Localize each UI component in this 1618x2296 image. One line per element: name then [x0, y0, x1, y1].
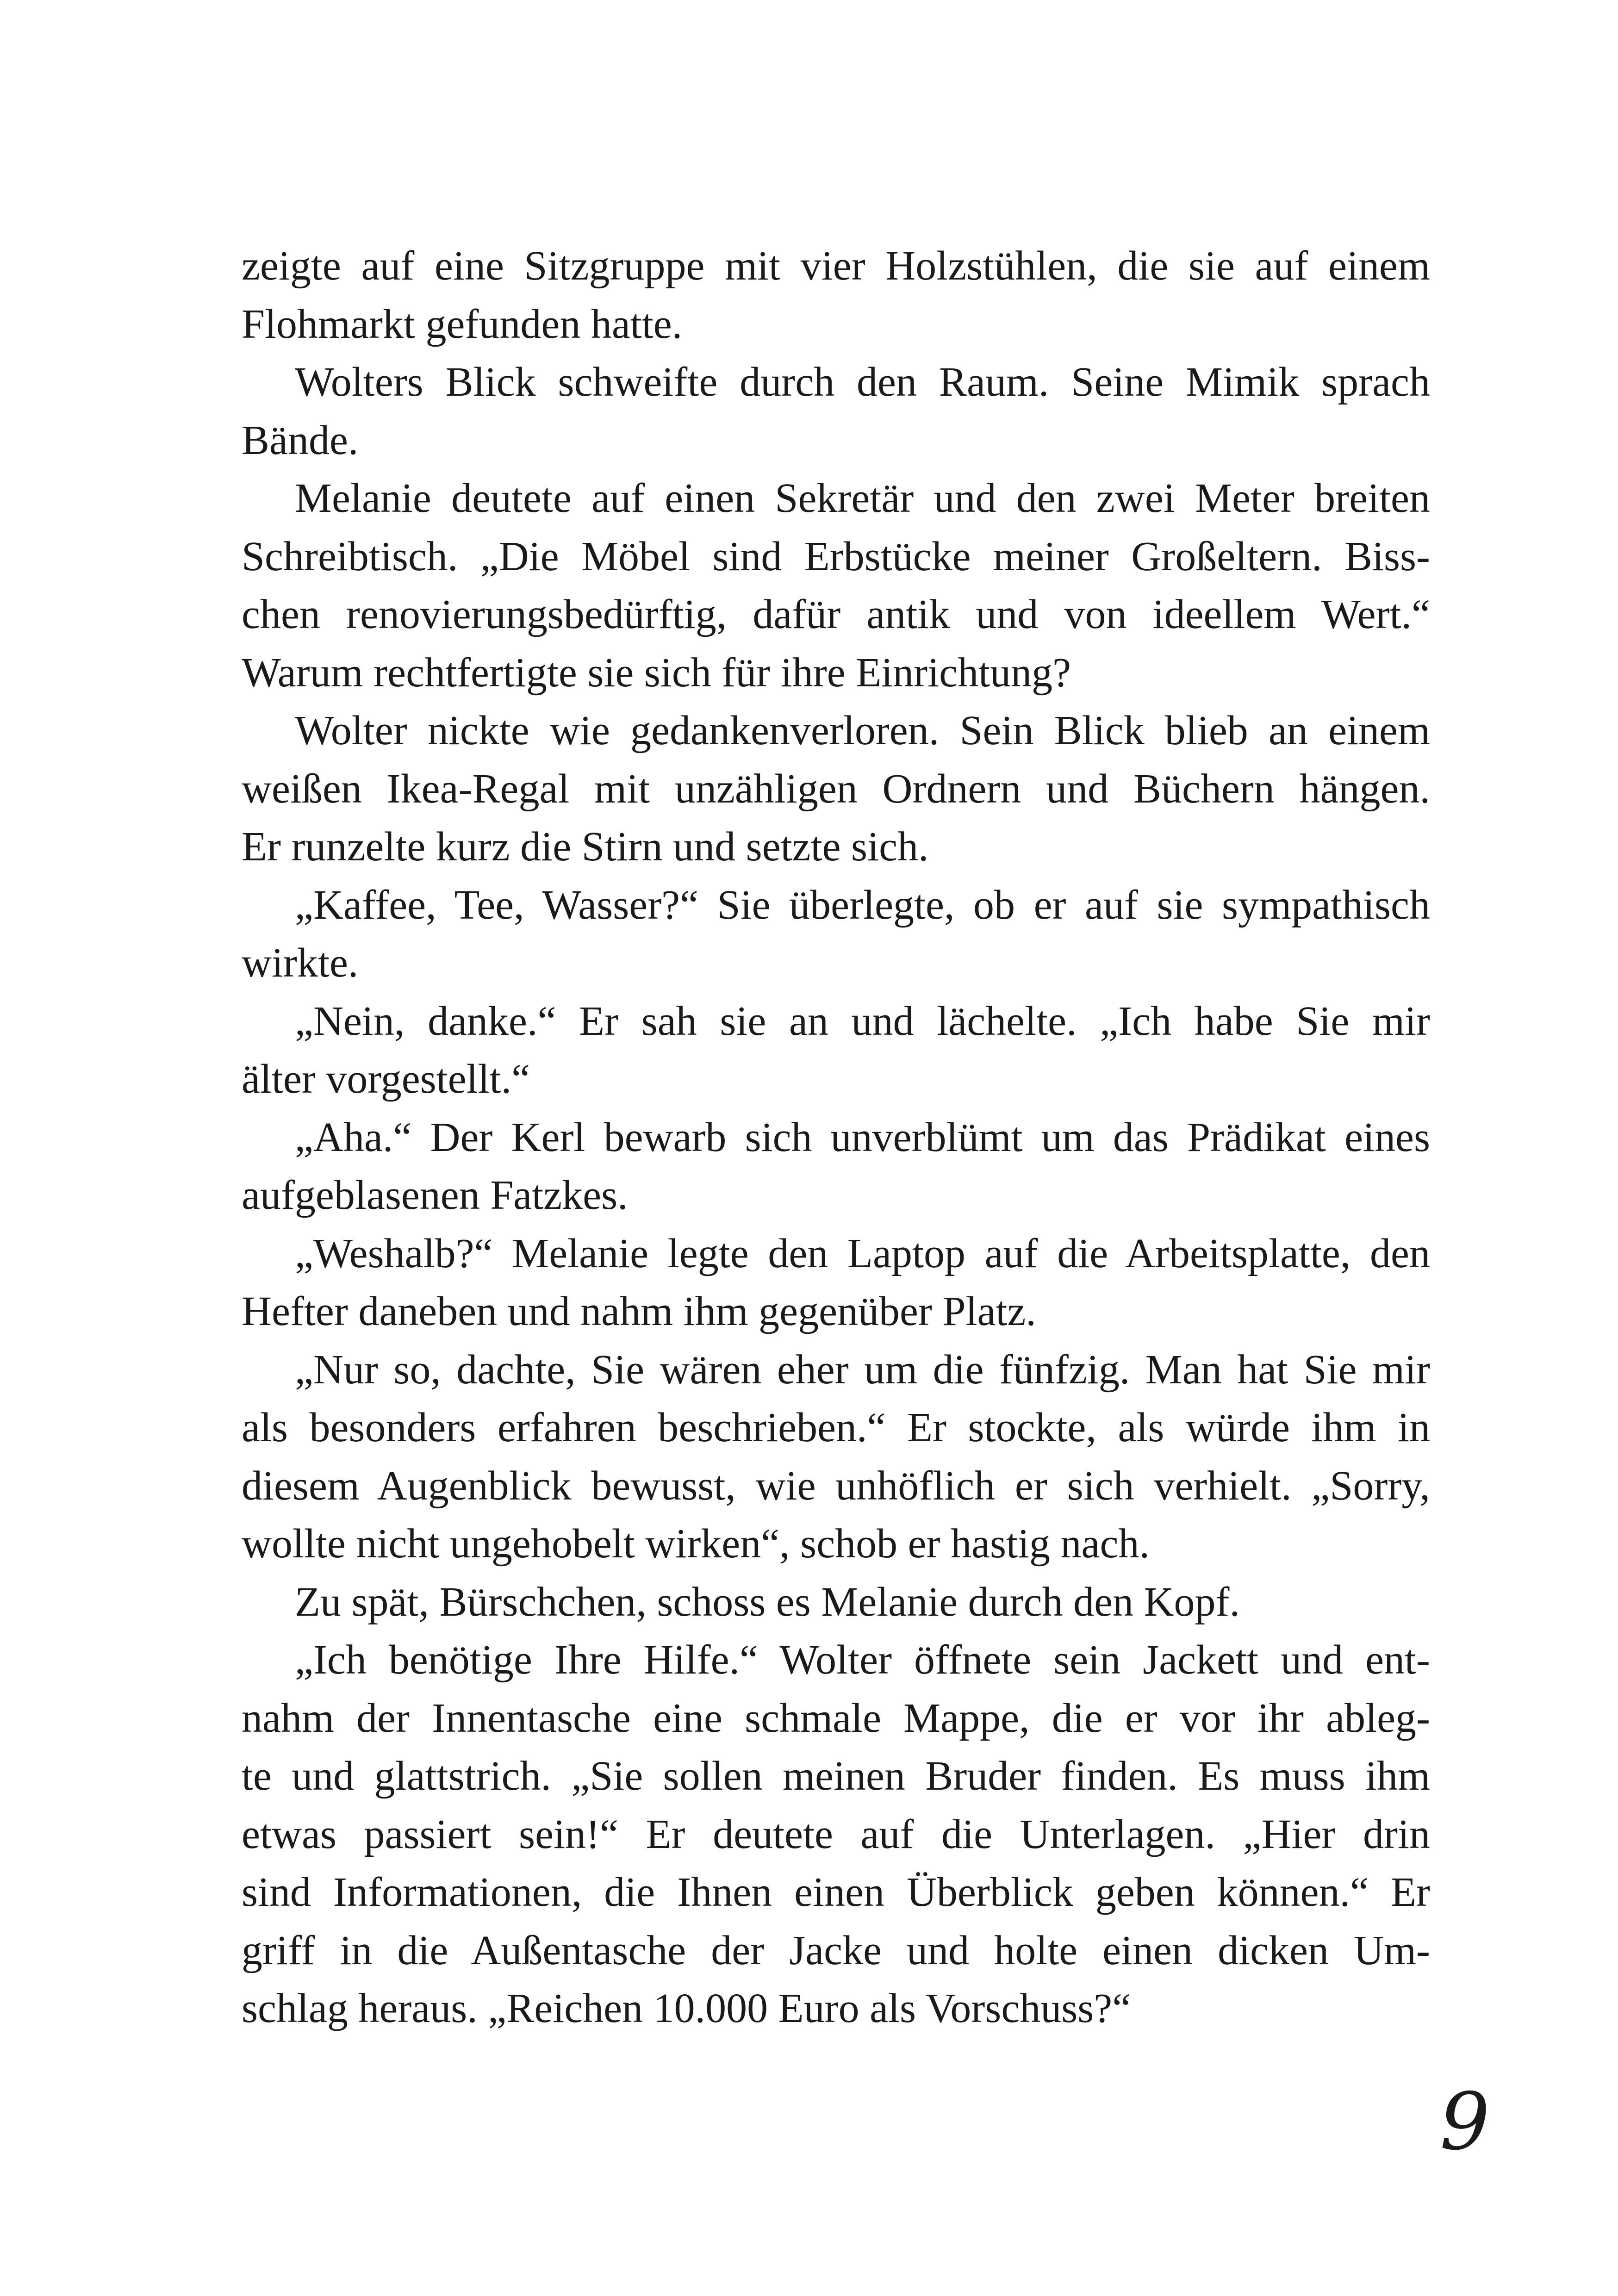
text-line: zeigte auf eine Sitzgruppe mit vier Holzstühlen, die sie auf einem [242, 243, 1430, 289]
text-line: te und glattstrich. „Sie sollen meinen Bruder finden. Es muss ihm [242, 1753, 1430, 1799]
text-line: Bände. [242, 417, 359, 463]
text-line: weißen Ikea-Regal mit unzähligen Ordnern und Büchern hängen. [242, 765, 1430, 812]
text-line: Warum rechtfertigte sie sich für ihre Einrichtung? [242, 649, 1071, 696]
text-line: wirkte. [242, 940, 359, 986]
text-line: Wolter nickte wie gedankenverloren. Sein Blick blieb an einem [295, 708, 1430, 753]
body-text [242, 237, 1430, 2038]
text-line: Zu spät, Bürschchen, schoss es Melanie durch den Kopf. [295, 1579, 1240, 1625]
text-line: „Weshalb?“ Melanie legte den Laptop auf die Arbeitsplatte, den [295, 1230, 1430, 1276]
text-line: Schreibtisch. „Die Möbel sind Erbstücke meiner Großeltern. Biss- [242, 533, 1430, 579]
text-line: „Kaffee, Tee, Wasser?“ Sie überlegte, ob er auf sie sympathisch [295, 882, 1430, 928]
text-line: Melanie deutete auf einen Sekretär und den zwei Meter breiten [295, 475, 1430, 521]
text-line: chen renovierungsbedürftig, dafür antik und von ideellem Wert.“ [242, 591, 1430, 637]
text-line: „Ich benötige Ihre Hilfe.“ Wolter öffnete sein Jackett und ent- [295, 1637, 1430, 1683]
text-line: Flohmarkt gefunden hatte. [242, 301, 683, 347]
text-line: schlag heraus. „Reichen 10.000 Euro als Vorschuss?“ [242, 1985, 1131, 2031]
text-line: Hefter daneben und nahm ihm gegenüber Platz. [242, 1288, 1036, 1334]
text-line: nahm der Innentasche eine schmale Mappe, die er vor ihr ableg- [242, 1695, 1430, 1741]
text-line: aufgeblasenen Fatzkes. [242, 1172, 628, 1218]
text-line: etwas passiert sein!“ Er deutete auf die Unterlagen. „Hier drin [242, 1811, 1430, 1857]
text-line: griff in die Außentasche der Jacke und holte einen dicken Um- [242, 1927, 1430, 1973]
text-line: älter vorgestellt.“ [242, 1056, 530, 1102]
page-number: 9 [1439, 2076, 1490, 2168]
text-line: diesem Augenblick bewusst, wie unhöflich er sich verhielt. „Sorry, [242, 1462, 1430, 1509]
text-line: als besonders erfahren beschrieben.“ Er stockte, als würde ihm in [242, 1405, 1430, 1450]
text-line: „Nur so, dachte, Sie wären eher um die fünfzig. Man hat Sie mir [295, 1346, 1430, 1393]
text-line: sind Informationen, die Ihnen einen Überblick geben können.“ Er [242, 1869, 1430, 1915]
text-line: Wolters Blick schweifte durch den Raum. Seine Mimik sprach [295, 359, 1430, 405]
text-line: Er runzelte kurz die Stirn und setzte sich. [242, 824, 929, 870]
text-line: „Nein, danke.“ Er sah sie an und lächelte. „Ich habe Sie mir [295, 998, 1430, 1044]
text-line: „Aha.“ Der Kerl bewarb sich unverblümt um das Prädikat eines [295, 1114, 1430, 1160]
text-line: wollte nicht ungehobelt wirken“, schob er hastig nach. [242, 1521, 1150, 1567]
